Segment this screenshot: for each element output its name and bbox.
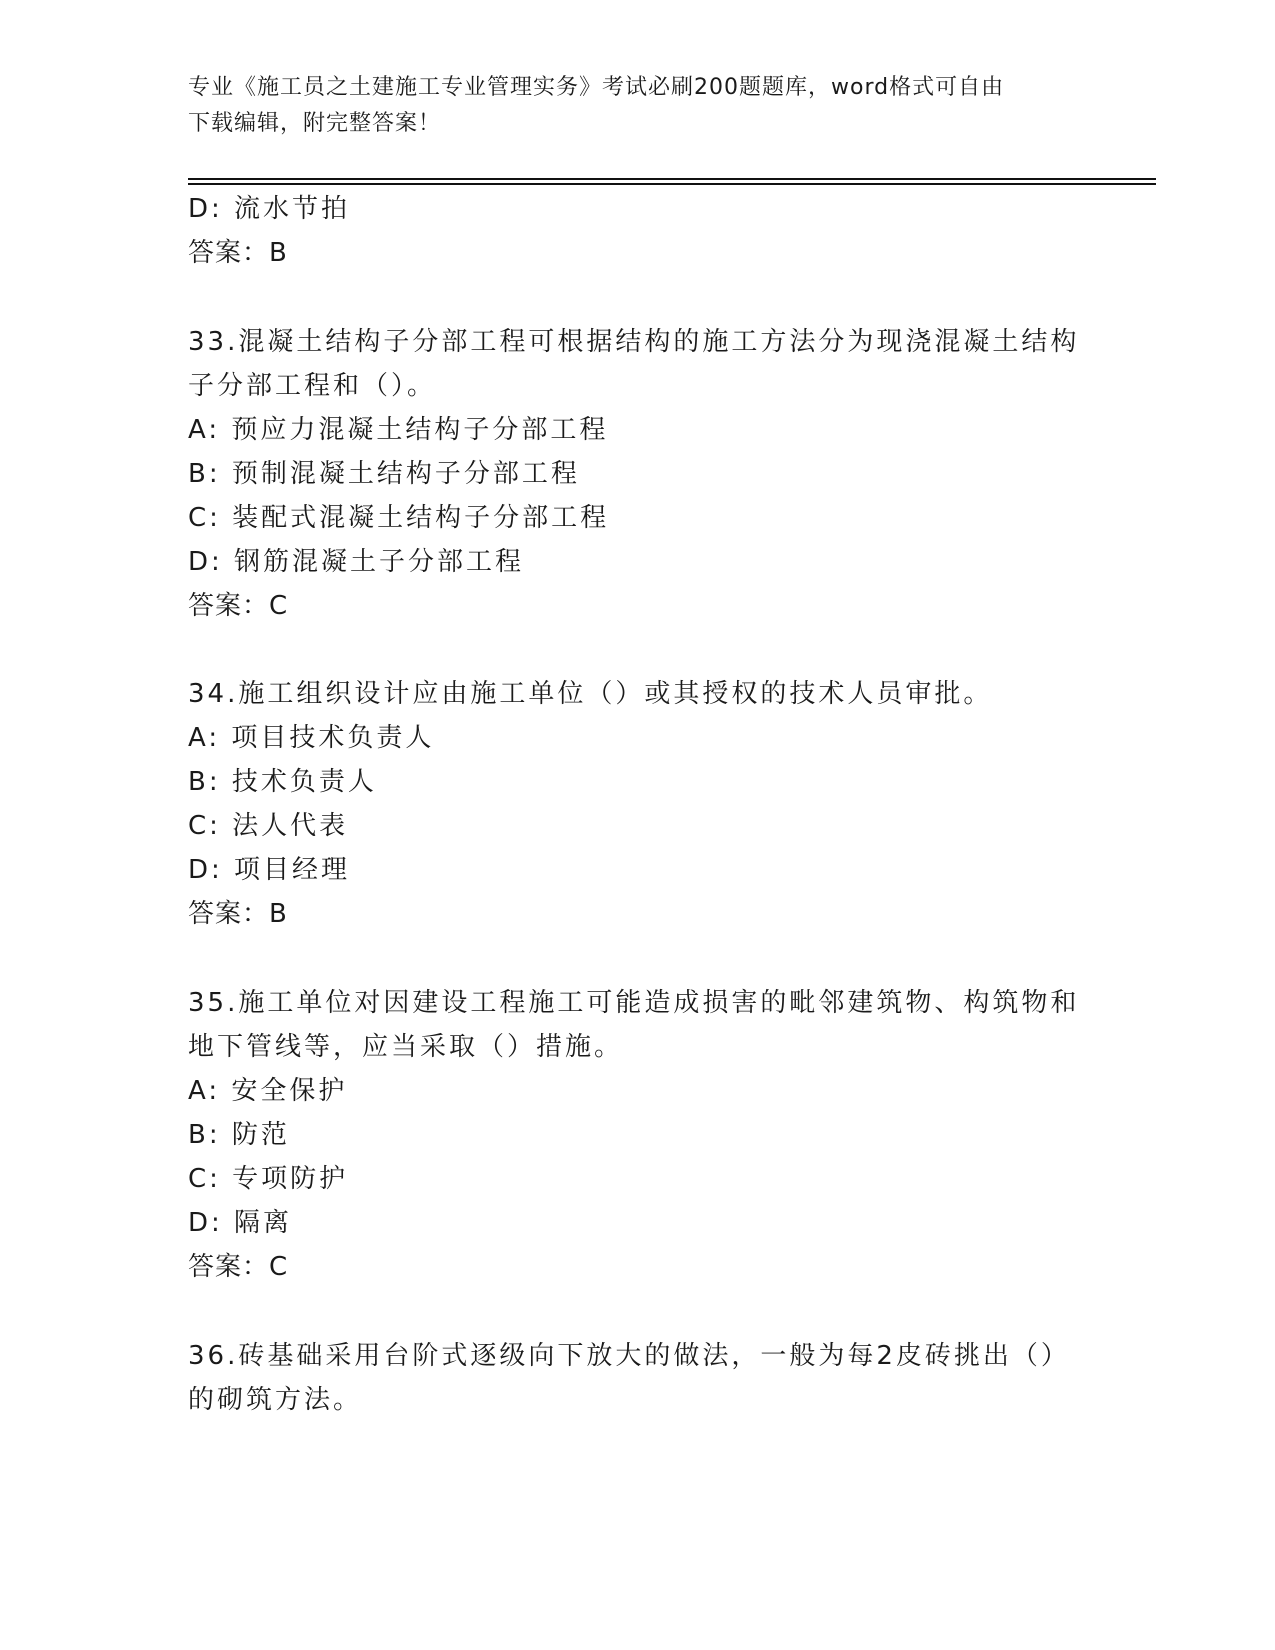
answer-line: 答案：B xyxy=(188,899,288,929)
question-stem: 33.混凝土结构子分部工程可根据结构的施工方法分为现浇混凝土结构 xyxy=(188,327,1080,357)
option-c: C: 法人代表 xyxy=(188,811,349,841)
option-c: C: 装配式混凝土结构子分部工程 xyxy=(188,503,610,533)
option-a: A: 项目技术负责人 xyxy=(188,723,435,753)
option-b: B: 技术负责人 xyxy=(188,767,377,797)
option-d: D: 项目经理 xyxy=(188,855,351,885)
option-a: A: 预应力混凝土结构子分部工程 xyxy=(188,415,609,445)
option-d: D: 钢筋混凝土子分部工程 xyxy=(188,547,525,577)
answer-line: 答案：C xyxy=(188,1252,289,1282)
question-stem: 35.施工单位对因建设工程施工可能造成损害的毗邻建筑物、构筑物和 xyxy=(188,988,1080,1018)
question-stem: 36.砖基础采用台阶式逐级向下放大的做法，一般为每2皮砖挑出（） xyxy=(188,1341,1070,1371)
header-divider-top xyxy=(188,178,1156,180)
answer-line: 答案：C xyxy=(188,591,289,621)
option-a: A: 安全保护 xyxy=(188,1076,348,1106)
question-stem-cont: 地下管线等，应当采取（）措施。 xyxy=(188,1032,624,1062)
option-d: D: 隔离 xyxy=(188,1208,293,1238)
option-d: D: 流水节拍 xyxy=(188,194,351,224)
header-divider-bottom xyxy=(188,183,1156,185)
option-b: B: 防范 xyxy=(188,1120,290,1150)
question-stem: 34.施工组织设计应由施工单位（）或其授权的技术人员审批。 xyxy=(188,679,993,709)
question-stem-cont: 子分部工程和（）。 xyxy=(188,371,437,401)
question-stem-cont: 的砌筑方法。 xyxy=(188,1385,363,1415)
option-c: C: 专项防护 xyxy=(188,1164,349,1194)
answer-line: 答案：B xyxy=(188,238,288,268)
header-line-1: 专业《施工员之土建施工专业管理实务》考试必刷200题题库，word格式可自由 xyxy=(188,75,1005,100)
header-line-2: 下载编辑，附完整答案！ xyxy=(188,111,442,136)
document-header xyxy=(188,70,1088,142)
option-b: B: 预制混凝土结构子分部工程 xyxy=(188,459,580,489)
